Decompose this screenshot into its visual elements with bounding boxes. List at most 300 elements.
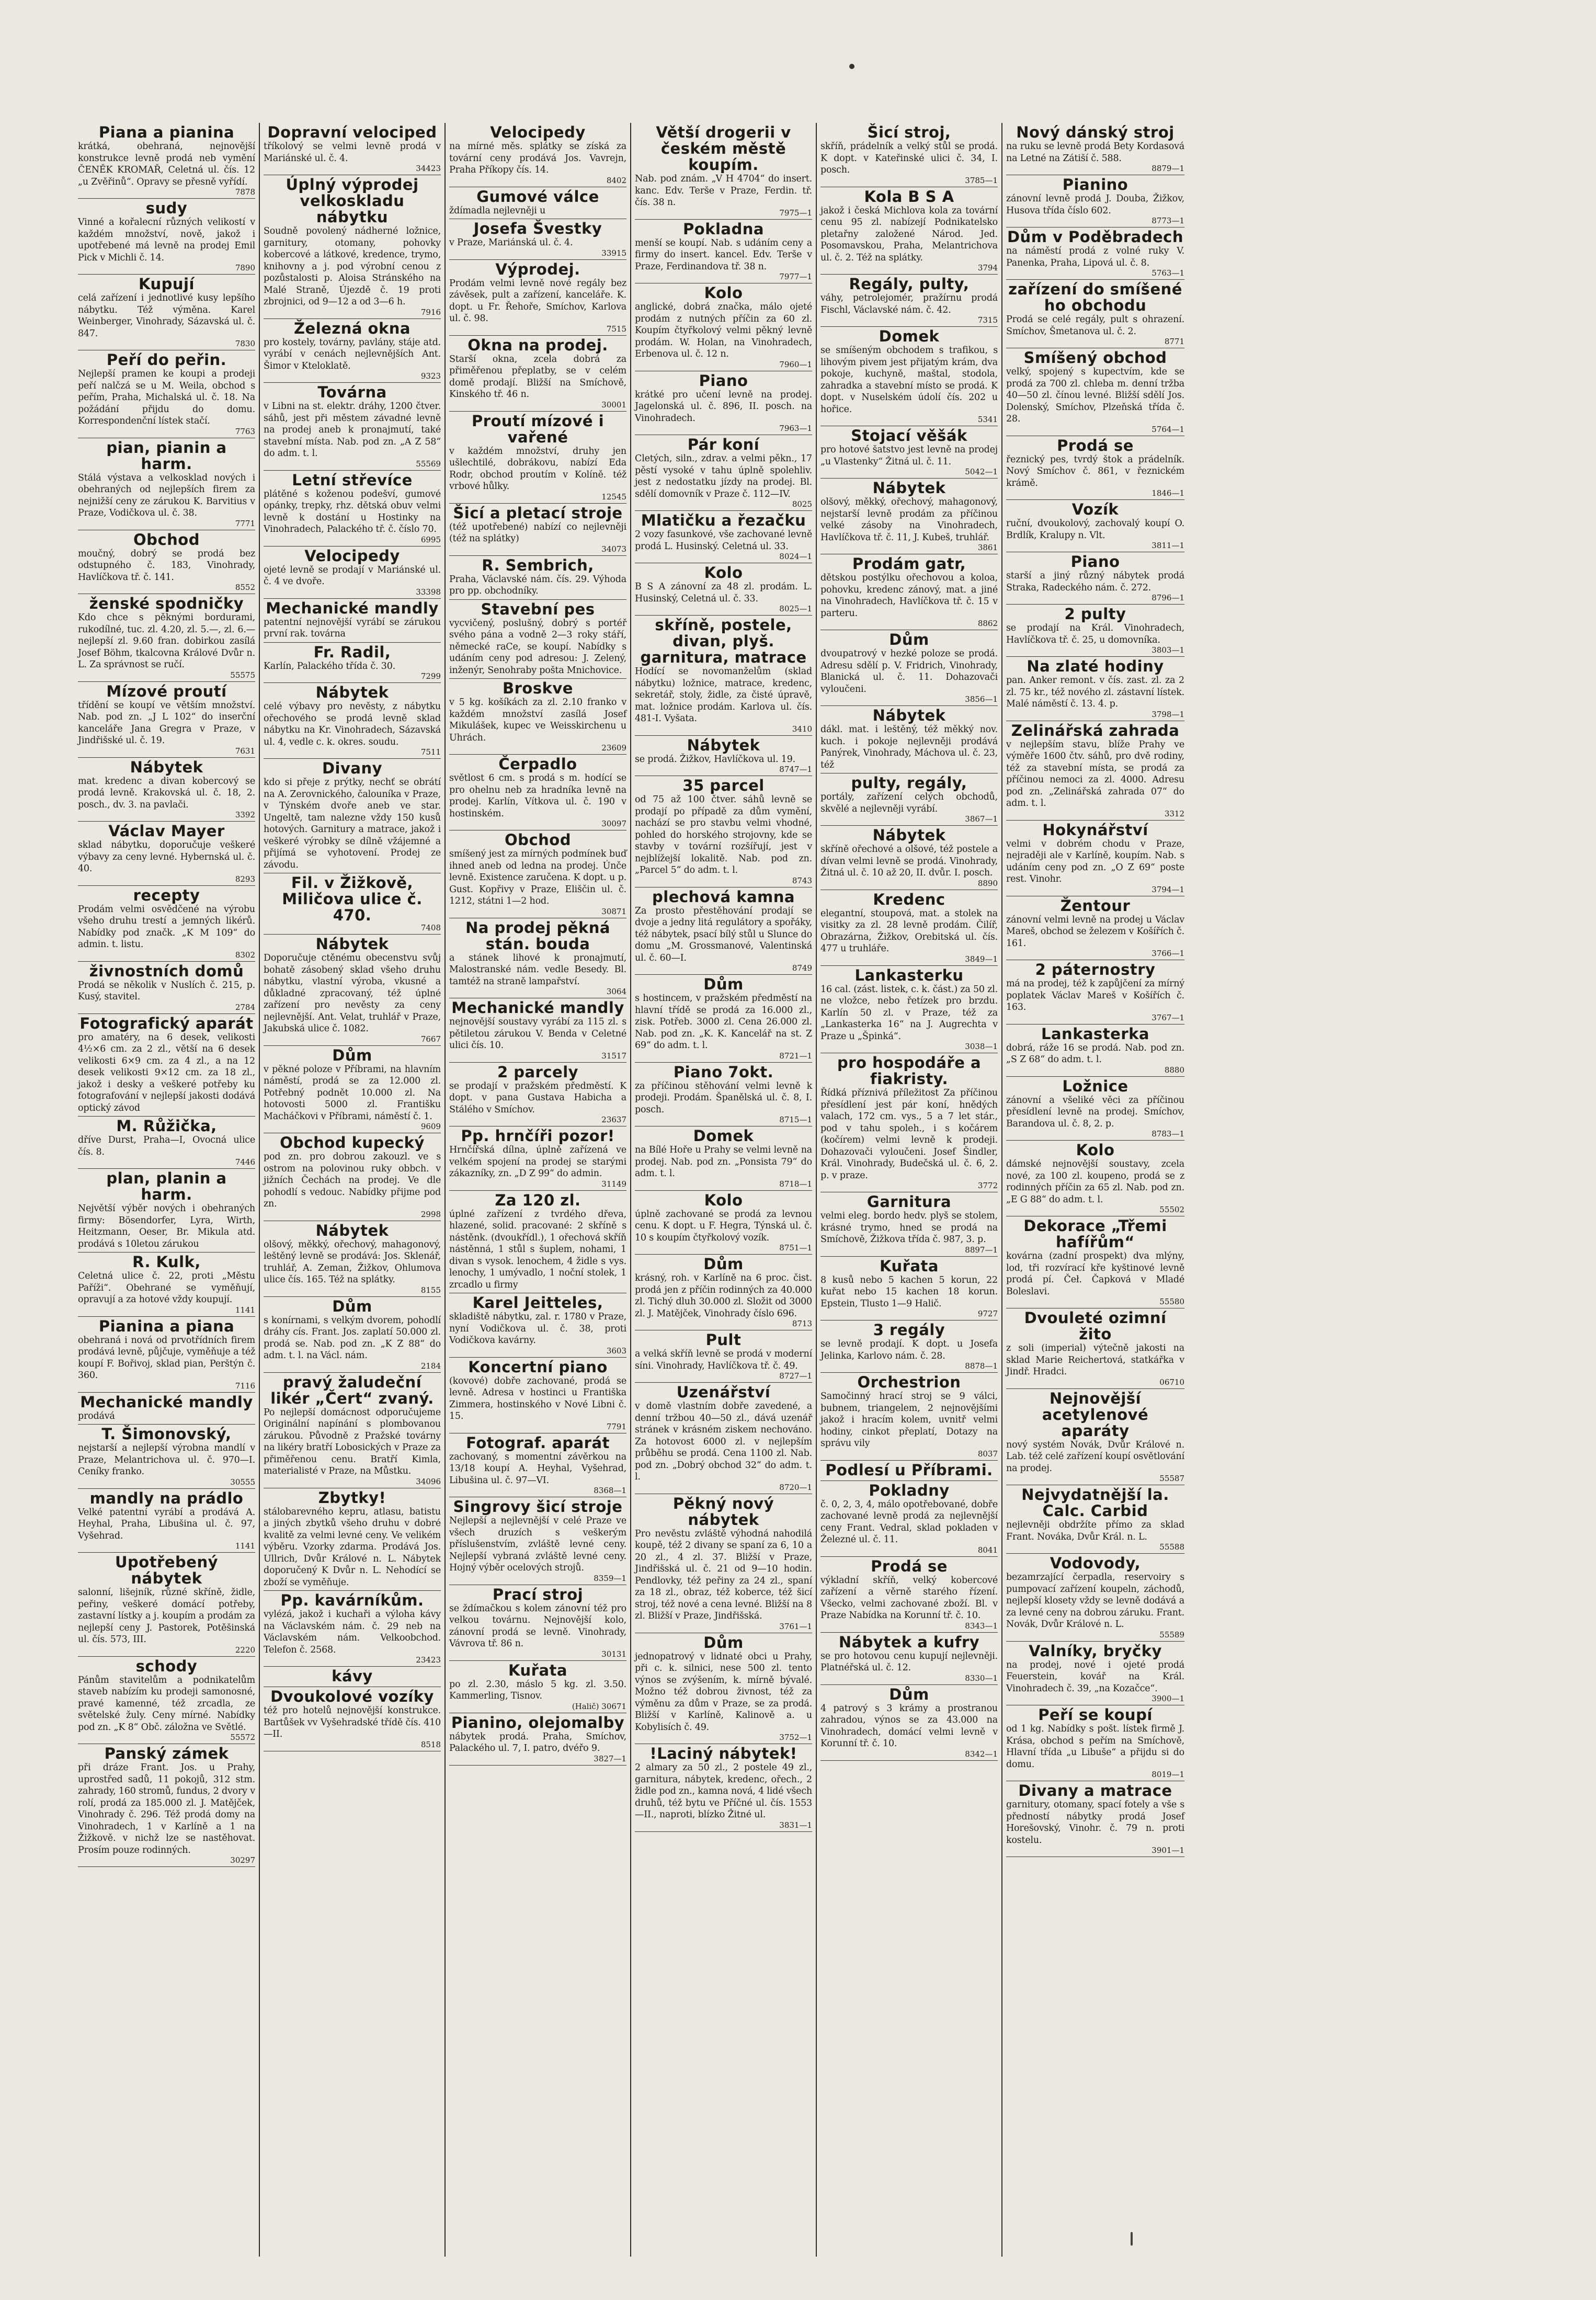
ad-text: se ždímačkou s kolem zánovní též pro velkou továrnu. Nejnovější kolo, zánovní prodá se levně. Vinohrady, Vávrova tř. 86 n.	[449, 1603, 626, 1649]
ad-headline: Dům	[703, 975, 744, 993]
ad-text: pod zn. pro dobrou zakouzl. ve s ostrom na polovinou ruky obbch. v jižních Čechách na prodej. Ve dle pohodlí s vedouc. Nabídky přijme pod zn.	[264, 1152, 441, 1209]
ad-headline: Zelinářská zahrada	[1011, 721, 1180, 739]
ad-headline: Dům	[332, 1046, 372, 1064]
ad-code: 3831—1	[779, 1820, 812, 1830]
classified-ad	[78, 1169, 255, 1253]
ad-code: 9727	[977, 1309, 998, 1318]
ad-text: zánovní velmi levně na prodej u Václav Mareš, obchod se železem v Košířích č. 161.	[1006, 914, 1184, 949]
ad-code: 34423	[416, 164, 441, 173]
ad-code: 30131	[601, 1649, 626, 1659]
classified-ad	[264, 935, 441, 1046]
ad-headline: Karel Jeitteles,	[472, 1294, 603, 1312]
classified-ad	[635, 1383, 812, 1494]
classified-ad	[449, 1585, 626, 1661]
classified-ad	[820, 826, 998, 890]
classified-ad	[820, 123, 998, 187]
classified-ad	[449, 1191, 626, 1294]
ad-headline: Václav Mayer	[108, 822, 225, 840]
classified-ad	[1006, 657, 1184, 721]
ad-headline: 35 parcel	[682, 777, 765, 794]
ad-code: 7977—1	[779, 272, 812, 281]
classified-ad	[264, 383, 441, 471]
classified-ad	[264, 643, 441, 684]
classified-ad	[635, 1494, 812, 1633]
ad-code: 7763	[235, 426, 255, 436]
ad-headline: Broskve	[503, 679, 573, 697]
ad-text: ždímadla nejlevněji u	[449, 205, 546, 216]
ad-headline: Prací stroj	[492, 1585, 584, 1603]
ad-code: 7830	[235, 339, 255, 348]
ad-text: dákl. mat. i leštěný, též měkký nov. kuch. i pokoje nejlevněji prodává Panýrek, Vinohrady, Máchova ul. č. 23, též	[820, 724, 998, 770]
classified-ad	[1006, 1485, 1184, 1554]
ad-code: 8783—1	[1152, 1129, 1184, 1138]
ad-text: Velké patentní vyrábí a prodává A. Heyhal, Praha, Libušina ul. č. 97, Vyšehrad.	[78, 1507, 255, 1541]
ad-text: sklad nábytku, doporučuje veškeré výbavy za ceny levné. Hybernská ul. č. 40.	[78, 840, 255, 874]
ad-code: 06710	[1159, 1377, 1184, 1387]
ad-text: ojeté levně se prodají v Mariánské ul. č. 4 ve dvoře.	[264, 564, 441, 587]
ad-headline: Panský zámek	[104, 1745, 229, 1762]
classified-ad	[1006, 500, 1184, 552]
classified-ad	[264, 471, 441, 546]
ad-headline: Piano	[1070, 553, 1120, 571]
ad-headline: Kolo	[704, 1191, 743, 1209]
ad-headline: Fr. Radil,	[313, 643, 391, 661]
classified-ad	[264, 123, 441, 175]
ad-headline: Stojací věšák	[851, 427, 967, 445]
ad-code: 8796—1	[1152, 593, 1184, 602]
ad-headline: Divany	[322, 759, 383, 777]
ad-text: krásný, roh. v Karlíně na 6 proc. čist. prodá jen z příčin rodinných za 40.000 zl. Tichý dluh 30.000 zl. Složit od 3000 zl. J. Matějček, Vinohrady číslo 696.	[635, 1273, 812, 1319]
ad-headline: ženské spodničky	[89, 595, 244, 612]
ad-text: Stálá výstava a velkosklad nových i obehraných od nejlepších firem za nejnižší ceny ze zárukou K. Barvitius v Praze, Vodičkova ul. č. 38.	[78, 472, 255, 518]
ad-text: v pěkné poloze v Příbrami, na hlavním náměstí, prodá se za 12.000 zl. Potřebný podnět 10.000 zl. Na hotovosti 5000 zl. Františku Macháčkovi v Příbrami, náměstí č. 1.	[264, 1064, 441, 1122]
classified-ad	[1006, 123, 1184, 175]
ad-code: 1141	[235, 1305, 255, 1315]
ad-text: garnitury, otomany, spací fotely a vše s předností nábytky prodá Josef Horešovský, Vinohr. č. 79 n. proti kostelu.	[1006, 1800, 1184, 1846]
ad-text: se prodají v pražském předměstí. K dopt. v pana Gustava Habicha a Stálého v Smíchov.	[449, 1080, 626, 1115]
classified-ad	[264, 1687, 441, 1751]
ad-headline: Domek	[693, 1127, 754, 1145]
ad-headline: Větší drogerii v českém městě koupím.	[656, 123, 791, 174]
classified-ad	[820, 1633, 998, 1685]
ad-code: 8715—1	[779, 1115, 812, 1124]
ad-headline: Pěkný nový nábytek	[672, 1494, 774, 1529]
classified-ad	[78, 1553, 255, 1657]
ad-text: stálobarevného kepru, atlasu, batistu a jiných zbytků všeho druhu v dobré kvalitě za velmi levné ceny. Ve velikém výběru. Vzorky zdarma. Prodává Jos. Ullrich, Dvůr Králové n. L. Nábytek doporučený K Dvůr n. L. Nehodící se zboží se vyměňuje.	[264, 1506, 441, 1588]
ad-text: třídění se koupí ve větším množství. Nab. pod zn. „J L 102“ do inserční kanceláře Jana Gregra v Praze, v Jindřišské ul. č. 19.	[78, 700, 255, 746]
ad-text: č. 0, 2, 3, 4, málo opotřebované, dobře zachované levně prodá za nejlevnější ceny Frant. Vedral, sklad pokladen v Železné ul. č. 11.	[820, 1499, 998, 1545]
ad-text: salonní, lišejník, různé skříně, židle, peřiny, veškeré domácí potřeby, zastavní lístky a j. koupím a prodám za nejlepší ceny J. Pastorek, Potěšinská ul. čís. 573, III.	[78, 1587, 255, 1645]
column-4	[631, 123, 817, 2257]
ad-code: 30555	[230, 1477, 255, 1487]
classified-ad	[449, 918, 626, 999]
ad-text: řeznický pes, tvrdý štok a prádelník. Nový Smíchov č. 861, v řeznickém krámě.	[1006, 454, 1184, 488]
classified-ad	[635, 563, 812, 616]
classified-columns	[74, 123, 1559, 2257]
classified-ad	[820, 773, 998, 826]
ad-headline: Okna na prodej.	[468, 336, 608, 354]
classified-ad	[1006, 1077, 1184, 1141]
ad-text: na Bílé Hoře u Prahy se velmi levně na prodej. Nab. pod zn. „Ponsista 79“ do adm. t. l.	[635, 1145, 812, 1179]
ad-code: 3803—1	[1152, 645, 1184, 655]
classified-ad	[78, 275, 255, 350]
ad-headline: Piano 7okt.	[673, 1063, 774, 1081]
ad-code: 3752—1	[779, 1733, 812, 1742]
ad-text: portály, zařízení celých obchodů, skvělé a nejlevněji vyrábí.	[820, 792, 998, 814]
ad-code: 8890	[977, 878, 998, 888]
ad-code: 3312	[1164, 809, 1184, 818]
ad-headline: Letní střevíce	[292, 471, 413, 489]
ad-headline: Obchod	[505, 831, 571, 849]
ad-code: 2784	[235, 1002, 255, 1012]
ad-code: 3772	[977, 1181, 998, 1190]
ad-headline: Ložnice	[1062, 1077, 1128, 1095]
classified-ad	[449, 260, 626, 336]
ad-text: nábytek prodá. Praha, Smíchov, Palackého ul. 7, I. patro, dvéřo 9.	[449, 1731, 626, 1754]
ad-headline: Lankasterku	[854, 966, 964, 984]
ad-headline: Vozík	[1071, 500, 1119, 518]
ad-text: 16 cal. (zást. listek, c. k. část.) za 50 zl. ne vložce, nebo řetízek pro brzdu. Karlín 50 zl. v Praze, též za „Lankasterka 16“ na J. Augrechta v Praze u „Špinká“.	[820, 984, 998, 1042]
ad-code: 8751—1	[779, 1243, 812, 1253]
classified-ad	[1006, 348, 1184, 436]
ad-text: (kovové) dobře zachované, prodá se levně. Adresa v hostinci u Františka Zimmera, hostinského v Nové Libni č. 15.	[449, 1375, 626, 1421]
ad-code: 7878	[235, 187, 255, 197]
column-3	[446, 123, 631, 2257]
ad-headline: Peří do peřin.	[106, 351, 227, 369]
classified-ad	[264, 759, 441, 873]
ad-code: 8343—1	[965, 1621, 998, 1631]
ad-headline: kávy	[332, 1667, 373, 1685]
ad-headline: Žentour	[1060, 896, 1131, 915]
ad-text: Soudně povolený nádherné ložnice, garnitury, otomany, pohovky kobercové a látkové, kredence, trymo, knihovny a j. pod výrobní cenou z pozůstalosti p. Aloisa Stránského na Malé Straně, Újezdě č. 19 proti zbrojnici, od 9—12 a od 3—6 h.	[264, 226, 441, 307]
classified-ad	[1006, 821, 1184, 896]
ad-headline: Prodá se	[1057, 436, 1134, 454]
ad-code: 7916	[420, 307, 441, 317]
ad-text: celé výbavy pro nevěsty, z nábytku ořechového se prodá levně sklad nábytku na Kr. Vinohradech, Sázavská ul. 4, vedle c. k. okres. soudu.	[264, 701, 441, 747]
ad-code: 8743	[792, 875, 812, 885]
ad-text: mat. kredenc a divan kobercový se prodá levně. Krakovská ul. č. 18, 2. posch., dv. 3. na pavlači.	[78, 776, 255, 810]
ad-headline: Garnitura	[867, 1193, 952, 1211]
ad-text: kovárna (zadní prospekt) dva mlýny, lod, tři rozvírací kře kyštinové levně prodá pí. Čeł. Čapková v Mladé Boleslavi.	[1006, 1251, 1184, 1297]
ad-code: 3901—1	[1152, 1846, 1184, 1855]
classified-ad	[1006, 1308, 1184, 1389]
classified-ad	[78, 594, 255, 682]
ad-headline: Dům	[703, 1633, 744, 1652]
ad-text: zachovaný, s momentní závěrkou na 13/18 koupí A. Heyhal, Vyšehrad, Libušina ul. č. 97—VI.	[449, 1451, 626, 1486]
ad-code: 5341	[977, 415, 998, 424]
ad-code: 55580	[1159, 1297, 1184, 1306]
ad-headline: pulty, regály,	[851, 774, 967, 792]
ad-code: 34073	[601, 544, 626, 554]
ad-text: Pro nevěstu zvláště výhodná nahodilá koupě, též 2 divany se spaní za 6, 10 a 20 zl., 4 zl. 37. Bližší v Praze, Jindřišská ul. č. 21 od 9—10 hodin. Pendlovky, též peřiny za 24 zl., spaní za 18 zl., obraz, též koberce, též šicí stroj, též nové a cena levné. Bližší na 8 zl. Bližší v Praze, Jindřišská.	[635, 1528, 812, 1621]
classified-ad	[449, 123, 626, 187]
classified-ad	[1006, 280, 1184, 348]
ink-dot	[849, 64, 854, 69]
classified-ad	[820, 706, 998, 773]
ad-text: Prodá se několik v Nuslích č. 215, p. Kusý, stavitel.	[78, 980, 255, 1002]
ad-code: 7890	[235, 263, 255, 272]
ad-code: 3761—1	[779, 1621, 812, 1631]
ad-headline: Šicí a pletací stroje	[453, 504, 623, 522]
ad-code: 3900—1	[1152, 1694, 1184, 1703]
ad-code: 8293	[235, 874, 255, 884]
classified-ad	[635, 1330, 812, 1383]
classified-ad	[820, 426, 998, 479]
ad-headline: Nábytek	[130, 758, 203, 776]
ad-headline: pian, pianin a harm.	[106, 438, 227, 473]
classified-ad	[635, 511, 812, 563]
ad-text: nový systém Novák, Dvůr Králové n. Lab. též celé zařízení koupí osvětlování na prodej.	[1006, 1439, 1184, 1474]
ad-code: 7771	[235, 518, 255, 528]
classified-ad	[264, 1373, 441, 1488]
ad-code: 8025—1	[779, 604, 812, 613]
ad-headline: Na zlaté hodiny	[1027, 657, 1164, 675]
ad-text: (též upotřebené) nabízí co nejlevněji (též na splátky)	[449, 521, 626, 544]
ad-headline: Pokladny	[869, 1481, 950, 1499]
ad-headline: Nejvydatnější la. Calc. Carbid	[1021, 1486, 1169, 1520]
classified-ad	[78, 1489, 255, 1553]
ad-headline: Kuřata	[880, 1257, 939, 1275]
ad-code: 3811—1	[1152, 541, 1184, 550]
ad-headline: T. Šimonovský,	[101, 1425, 232, 1443]
ad-headline: Smíšený obchod	[1023, 349, 1167, 367]
ad-code: 7975—1	[779, 208, 812, 218]
ad-code: 23637	[601, 1115, 626, 1124]
classified-ad	[78, 886, 255, 962]
ad-text: nejnovější soustavy vyrábí za 115 zl. s pětiletou zárukou V. Benda v Celetné ulici čís. 10.	[449, 1017, 626, 1051]
ad-text: na náměstí prodá z volné ruky V. Panenka, Praha, Lipová ul. č. 8.	[1006, 246, 1184, 268]
classified-ad	[78, 1117, 255, 1169]
column-2	[260, 123, 446, 2257]
ad-text: Pánům stavitelům a podnikatelům staveb nabízím ku prodeji samonosné, pravé kamenné, též zrcadla, ze světelské žuly. Ceny mírné. Nabídky pod zn. „K 8“ Obč. záložna ve Světlé.	[78, 1675, 255, 1733]
classified-ad	[635, 435, 812, 511]
classified-ad	[1006, 436, 1184, 500]
classified-ad	[449, 187, 626, 220]
ad-text: Kdo chce s pěknými bordurami, rukodílné, tuc. zl. 4.20, zl. 5.—, zl. 6.— nejlepší zl. 9.60 fran. dobirkou zasílá Josef Böhm, tkalcovna Králové Dvůr n. L. Za správnost se ručí.	[78, 612, 255, 670]
ad-text: na prodej, nové i ojeté prodá Feuerstein, kovář na Král. Vinohradech č. 39, „na Kozačce“.	[1006, 1659, 1184, 1694]
ad-headline: sudy	[145, 199, 188, 217]
ad-headline: Nábytek	[872, 826, 946, 844]
ad-text: na ruku se levně prodá Bety Kordasová na Letné na Zátiší č. 588.	[1006, 141, 1184, 164]
ad-headline: Peří se koupí	[1038, 1706, 1153, 1724]
ad-code: 7960—1	[779, 359, 812, 369]
ad-code: 8041	[977, 1545, 998, 1555]
classified-ad	[820, 1257, 998, 1321]
ad-code: 8879—1	[1152, 164, 1184, 173]
ad-text: z soli (imperial) výtečně jakosti na sklad Marie Reichertová, statkářka v Jindř. Hradci.	[1006, 1343, 1184, 1377]
ad-text: jednopatrový v lidnaté obci u Prahy, při c. k. silnici, nese 500 zl. tento výnos se zvýšením, k. mírně bývalé. Možno též dobrou živnost, též za výměnu za dům v Praze, se za prodá. Bližší v Karlíně, Kalinově a. u Kobylisích č. 49.	[635, 1651, 812, 1733]
ad-code: 3794—1	[1152, 884, 1184, 894]
ad-headline: 3 regály	[873, 1321, 945, 1339]
ad-text: Karlín, Palackého třída č. 30.	[264, 661, 395, 671]
ad-headline: Stavební pes	[481, 600, 595, 618]
ad-text: vylézá, jakož i kuchaři a výloha kávy na Václavském nám. č. 29 neb na Václavském nám. Velkoobchod. Telefon č. 2568.	[264, 1609, 441, 1655]
ad-headline: Pianina a piana	[98, 1317, 235, 1335]
classified-ad	[449, 1126, 626, 1191]
classified-ad	[635, 1126, 812, 1191]
classified-ad	[449, 1433, 626, 1498]
classified-ad	[820, 1320, 998, 1373]
classified-ad	[449, 219, 626, 260]
classified-ad	[635, 736, 812, 777]
ad-code: 8019—1	[1152, 1770, 1184, 1779]
ad-code: 8402	[606, 175, 626, 185]
ad-headline: Velocipedy	[490, 123, 586, 141]
classified-ad	[1006, 1216, 1184, 1308]
ad-headline: Singrovy šicí stroje	[453, 1498, 623, 1516]
ad-text: anglické, dobrá značka, málo ojeté prodám z nutných příčin za 60 zl. Koupím čtyřkolový velmi pěkný levně prodám. W. Holan, na Vinohradech, Erbenova ul. č. 12 n.	[635, 302, 812, 359]
ad-text: úplné zařízení z tvrdého dřeva, hlazené, solid. pracované: 2 skříně s nástěnk. (dvoukřídl.), 1 ořechová skříň nástěnná, 1 stůl s šuplem, nohami, 1 divan s vysok. lenochem, 4 židle s vys. lenochy, 1 umývadlo, 1 noční stolek, 1 zrcadlo u firmy	[449, 1209, 626, 1290]
ad-code: 7116	[235, 1381, 255, 1391]
classified-ad	[820, 275, 998, 327]
ad-text: v nejlepším stavu, blíže Prahy ve výměře 1600 čtv. sáhů, pro dvě rodiny, též za stavební místa, se prodá za příčinou nemoci za zl. 4000. Adresu pod zn. „Zelinářská zahrada 07“ do adm. t. l.	[1006, 739, 1184, 809]
classified-ad	[449, 1293, 626, 1358]
classified-ad	[264, 175, 441, 319]
ad-code: 8771	[1164, 337, 1184, 346]
classified-ad	[264, 599, 441, 643]
ad-headline: Dům	[889, 631, 929, 648]
ad-text: kdo si přeje z prýtky, nechť se obrátí na A. Zerovnického, čalouníka v Praze, v Týnském dvoře aneb ve star. Ungeltě, tam nalezne vždy 150 kusů hotových. Garnitury a matrace, jakož i veškeré výrobky se dílně vžájemné a přijímá se vyhotovení. Prodej ze závodu.	[264, 777, 441, 870]
ad-headline: schody	[135, 1657, 198, 1675]
classified-ad	[449, 1497, 626, 1585]
ad-text: za příčinou stěhování velmi levně k prodeji. Prodám. Španělská ul. č. 8, I. posch.	[635, 1080, 812, 1115]
ad-headline: živnostních domů	[89, 962, 244, 980]
ad-headline: recepty	[133, 886, 200, 904]
ad-headline: Dům	[332, 1297, 372, 1315]
ad-code: 8862	[977, 619, 998, 628]
ad-headline: Pp. hrnčíři pozor!	[461, 1127, 615, 1145]
classified-ad	[820, 1373, 998, 1461]
ad-headline: Úplný výprodej velkoskladu nábytku	[286, 176, 419, 226]
ad-code: 31517	[601, 1051, 626, 1061]
ad-headline: Dům	[703, 1255, 744, 1273]
ad-code: 3827—1	[594, 1754, 626, 1763]
classified-ad	[820, 1481, 998, 1557]
ad-text: světlost 6 cm. s prodá s m. hodící se pro ohelnu neb za hradníka levně na prodej. Karlín, Vítkova ul. č. 190 v hostinském.	[449, 773, 626, 819]
ad-headline: Divany a matrace	[1018, 1782, 1172, 1800]
ad-text: při dráze Frant. Jos. u Prahy, uprostřed sadů, 11 pokojů, 312 stm. zahrady, 160 stromů, fundus, 2 dvory v rolí, prodá za 185.000 zl. J. Matějček, Vinohrady č. 296. Též prodá domy na Vinohradech, 1 v Karlíně a 1 na Žižkově. v nichž lze se nastěhovat. Prosím pouze rodinných.	[78, 1762, 255, 1855]
ad-text: velmi v dobrém chodu v Praze, nejraději ale v Karlíně, koupím. Nab. s udáním ceny pod zn. „O Z 69“ poste rest. Vinohr.	[1006, 838, 1184, 884]
ad-text: pro hotové šatstvo jest levně na prodej „u Vlastenky“ Žitná ul. č. 11.	[820, 445, 998, 467]
ad-code: 7408	[420, 923, 441, 932]
ad-headline: Obchod kupecký	[280, 1134, 425, 1152]
ad-headline: Pianino, olejomalby	[451, 1713, 625, 1732]
ad-text: Prodám velmi levně nové regály bez závěsek, pult a zařízení, kanceláře. K. dopt. u Fr. Řehoře, Smíchov, Karlova ul. č. 98.	[449, 278, 626, 324]
ad-code: 30297	[230, 1855, 255, 1865]
ad-code: 3603	[606, 1346, 626, 1356]
classified-ad	[78, 530, 255, 595]
ad-text: bezamrzající čerpadla, reservoiry s pumpovací zařízení koupeln, záchodů, nejlepší klosety vždy se levně dodává a za levné ceny na dobrou záruku. Frant. Novák, Dvůr Králové n. L.	[1006, 1572, 1184, 1630]
ad-code: 3767—1	[1152, 1012, 1184, 1022]
ad-headline: Nábytek a kufry	[838, 1633, 980, 1651]
ad-headline: Čerpadlo	[498, 755, 577, 773]
ad-headline: Nábytek	[315, 1221, 389, 1239]
ad-code: 55502	[1159, 1205, 1184, 1214]
ad-headline: Kola B S A	[864, 187, 954, 206]
ad-text: Cletých, siln., zdrav. a velmi pěkn., 17 pěstí vysoké v tahu úplně spolehliv. jest z nedostatku jízdy na prodej. Bl. sdělí domovník v Praze č. 112—IV.	[635, 453, 812, 499]
ad-code: 8773—1	[1152, 216, 1184, 225]
ad-headline: Mechanické mandly	[266, 599, 439, 617]
classified-ad	[449, 830, 626, 918]
ad-text: se prodá. Žižkov, Havlíčkova ul. 19.	[635, 754, 796, 765]
ad-text: Hodící se novomanželům (sklad nábytku) ložnice, matrace, kredenc, sekretář, stoly, židle, za čisté úpravě, mat. ložnice prodám. Karlova ul. čís. 481-I. Vyšata.	[635, 666, 812, 724]
ad-text: se smíšeným obchodem s trafikou, s lihovým pivem jest přijatým krám, dva pokoje, kuchyně, maštal, stodola, zahradka a stavební místo se prodá. K dopt. v Nuselském údolí čís. 202 u hořice.	[820, 345, 998, 415]
ad-code: 55569	[416, 459, 441, 469]
ad-headline: Dvoukolové vozíky	[270, 1688, 434, 1705]
ad-text: Za prosto přestěhování prodají se dvoje a jedny litá regulátory a spořáky, též nábytek, psací bílý stůl u Slunce do domu „M. Grossmanové, Valentinská ul. č. 60—I.	[635, 905, 812, 963]
classified-ad	[449, 1661, 626, 1713]
classified-ad	[264, 1591, 441, 1667]
ad-headline: Dopravní velociped	[267, 123, 437, 141]
column-1	[74, 123, 260, 2257]
ad-code: 33398	[416, 587, 441, 597]
classified-ad	[820, 890, 998, 966]
classified-ad	[78, 1744, 255, 1867]
ad-text: nejlevněji obdržíte přímo za sklad Frant. Nováka, Dvůr Král. n. L.	[1006, 1520, 1184, 1542]
ad-text: dětskou postýlku ořechovou a koloa, pohovku, kredenc zánový, mat. a jiné na Vinohradech, Havlíčkova tř. č. 15 v parteru.	[820, 573, 998, 619]
ad-code: 7511	[420, 747, 441, 757]
ad-text: Nab. pod znám. „V H 4704“ do insert. kanc. Edv. Terše v Praze, Ferdin. tř. čís. 38 n.	[635, 174, 812, 208]
ad-code: 8518	[420, 1739, 441, 1749]
ad-text: 4 patrový s 3 krámy a prostranou zahradou, výnos se za 43.000 na Vinohradech, domácí velmi levně v Korunní tř. č. 10.	[820, 1703, 998, 1749]
ad-text: obehraná i nová od prvotřídních firem prodává levně, půjčuje, vyměňuje a též koupí F. Bořivoj, sklad pian, Perštýn č. 360.	[78, 1335, 255, 1381]
ad-text: plátěné s koženou podešví, gumové opánky, trepky, rhz. dětská obuv velmi levně k dostání u Hostinky na Vinohradech, Palackého tř. č. číslo 70.	[264, 488, 441, 534]
ad-text: vycvičený, poslušný, dobrý s portéř svého pána a vodně 2—3 roky stáří, německé raCe, se koupí. Nabídky s udáním ceny pod adresou: J. Zelený, inženýr, Senohraby pošta Mnichovice.	[449, 618, 626, 676]
classified-ad	[635, 123, 812, 220]
ad-text: Největší výběr nových i obehraných firmy: Bösendorfer, Lyra, Wirth, Heitzmann, Oeser, Br. Mikula atd. prodává s 10letou zárukou	[78, 1203, 255, 1249]
ad-headline: Nový dánský stroj	[1016, 123, 1175, 141]
ad-text: dámské nejnovější soustavy, zcela nové, za 100 zl. koupeno, prodá se z rodinných příčin za 65 zl. Nab. pod zn. „E G 88“ do adm. t. l.	[1006, 1159, 1184, 1205]
ad-code: 3785—1	[965, 175, 998, 185]
ad-code: 30097	[601, 819, 626, 828]
classified-ad	[264, 1488, 441, 1591]
ad-headline: Domek	[879, 327, 940, 345]
ad-headline: Pár koní	[687, 436, 760, 453]
ad-text: Nejlepší pramen ke koupi a prodeji peří nalčzá se u M. Weila, obchod s peřím, Praha, Michalská ul. č. 18. Na požádání přijdu do domu. Korrespondenční lístek stačí.	[78, 369, 255, 426]
classified-ad	[820, 1557, 998, 1633]
ad-text: v každém množství, druhy jen ušlechtilé, dobrákovu, nabízí Eda Rodr, obchod proutím v Kolíně. též vrbové hůlky.	[449, 446, 626, 492]
classified-ad	[635, 1633, 812, 1745]
ad-text: úplně zachované se prodá za levnou cenu. K dopt. u F. Hegra, Týnská ul. č. 10 s koupím čtyřkolový vozík.	[635, 1209, 812, 1243]
classified-ad	[449, 504, 626, 556]
ad-headline: Prodám gatr,	[852, 555, 966, 573]
classified-ad	[1006, 1705, 1184, 1781]
ad-headline: Mlatičku a řezačku	[641, 511, 806, 529]
ad-text: Vinné a kořalecní různých velikostí v každém množství, nově, jakož i upotřebené má levně na prodej Emil Pick v Michli č. 14.	[78, 217, 255, 263]
classified-ad	[1006, 1141, 1184, 1216]
ad-headline: Fotograf. aparát	[466, 1433, 610, 1452]
ad-headline: Kolo	[704, 564, 743, 582]
classified-ad	[264, 1667, 441, 1687]
ad-text: Celetná ulice č. 22, proti „Městu Paříži“. Obehrané se vyměňují, opravují a za hotové vždy koupují.	[78, 1271, 255, 1305]
classified-ad	[1006, 1024, 1184, 1077]
ad-text: zánovní a všeliké věci za příčinou přesídlení levně na prodej. Smíchov, Barandova ul. č. 8, 2. p.	[1006, 1095, 1184, 1129]
ad-text: se pro hotovou cenu kupují nejlevněji. Platnéřská ul. č. 12.	[820, 1650, 998, 1673]
ad-code: 3064	[606, 987, 626, 996]
ad-code: 3766—1	[1152, 949, 1184, 958]
classified-ad	[820, 479, 998, 554]
ad-text: patentní nejnovější vyrábí se zárukou první rak. továrna	[264, 617, 441, 639]
classified-ad	[635, 776, 812, 887]
classified-ad	[1006, 552, 1184, 605]
classified-ad	[449, 998, 626, 1063]
ad-code: 9609	[420, 1122, 441, 1131]
ad-text: v Libni na st. elektr. dráhy, 1200 čtver. sáhů, jest při městem závadné levně na prodej aneb k pronajmutí, také stavební místa. Nab. pod zn. „A Z 58“ do adm. t. l.	[264, 401, 441, 459]
ad-headline: Lankasterka	[1041, 1024, 1149, 1043]
ad-headline: Nábytek	[315, 935, 389, 953]
ad-code: 30001	[601, 400, 626, 409]
ad-text: pro kostely, továrny, pavlány, stáje atd. vyrábí v cenách nejlevnějších Ant. Šimor v Kteloklatě.	[264, 337, 441, 371]
